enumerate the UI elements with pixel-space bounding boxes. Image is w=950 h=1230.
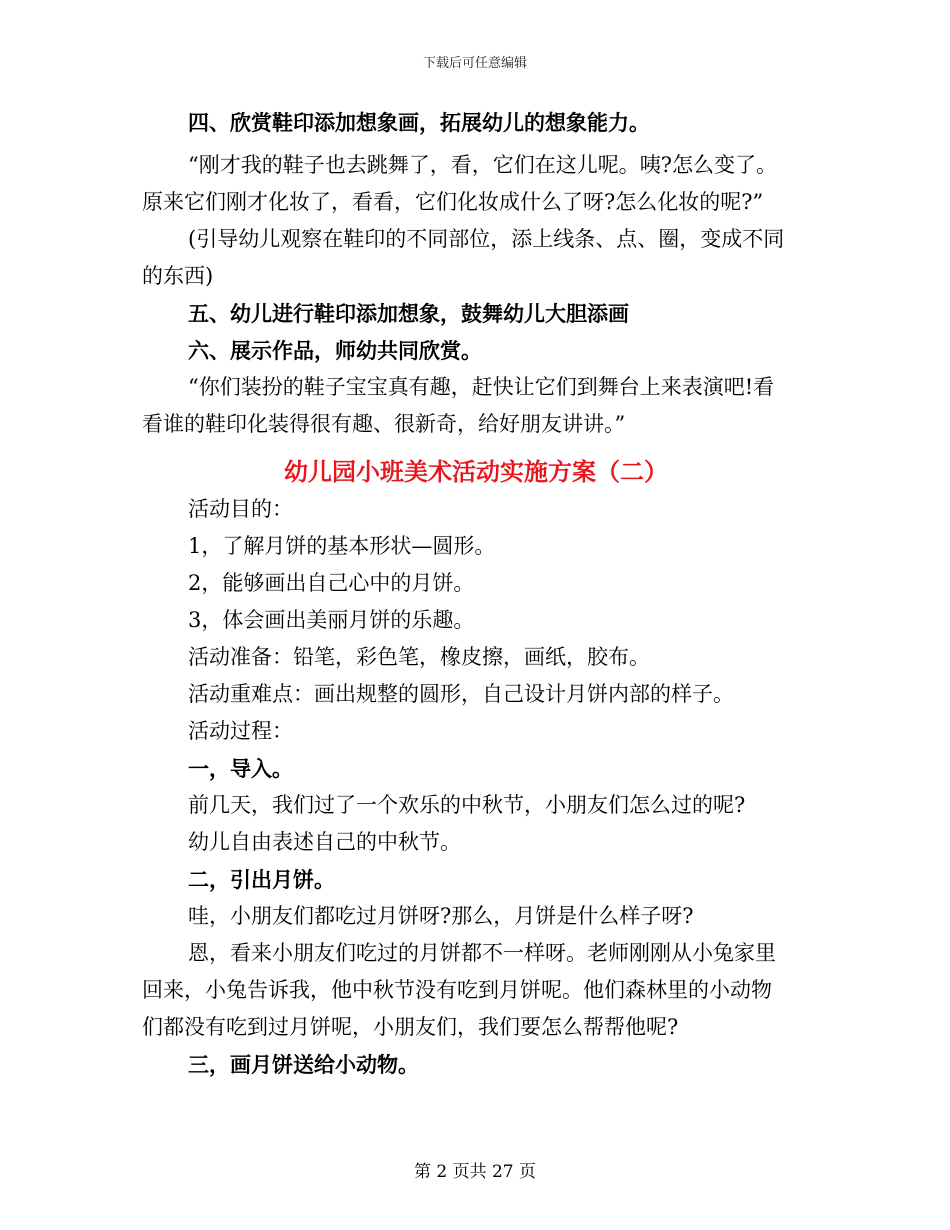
- step-1-heading: 一，导入。: [188, 756, 293, 781]
- step-1-paragraph-2: 幼儿自由表述自己的中秋节。: [188, 830, 461, 854]
- process-label: 活动过程：: [188, 719, 293, 743]
- page-footer: 第 2 页共 27 页: [413, 1162, 537, 1182]
- key-points: 活动重难点：画出规整的圆形，自己设计月饼内部的样子。: [188, 682, 734, 706]
- goal-item-2: 2，能够画出自己心中的月饼。: [188, 571, 475, 595]
- step-3-heading: 三，画月饼送给小动物。: [188, 1052, 419, 1077]
- goal-label: 活动目的：: [188, 497, 293, 521]
- heading-6: 六、展示作品，师幼共同欣赏。: [188, 338, 482, 363]
- paragraph-2-line-1: (引导幼儿观察在鞋印的不同部位，添上线条、点、圈，变成不同: [188, 227, 785, 251]
- paragraph-3-line-1: “你们装扮的鞋子宝宝真有趣，赶快让它们到舞台上来表演吧!看: [188, 375, 775, 399]
- paragraph-3-line-2: 看谁的鞋印化装得很有趣、很新奇，给好朋友讲讲。”: [142, 412, 626, 436]
- paragraph-1-line-1: “刚才我的鞋子也去跳舞了，看，它们在这儿呢。咦?怎么变了。: [188, 153, 777, 177]
- preparation: 活动准备：铅笔，彩色笔，橡皮擦，画纸，胶布。: [188, 645, 650, 669]
- step-2-paragraph-2-line-3: 们都没有吃到过月饼呢，小朋友们，我们要怎么帮帮他呢?: [142, 1015, 679, 1039]
- step-2-paragraph-2-line-2: 回来，小兔告诉我，他中秋节没有吃到月饼呢。他们森林里的小动物: [142, 978, 772, 1002]
- step-1-paragraph-1: 前几天，我们过了一个欢乐的中秋节，小朋友们怎么过的呢?: [188, 793, 746, 817]
- paragraph-1-line-2: 原来它们刚才化妆了，看看，它们化妆成什么了呀?怎么化妆的呢?”: [142, 190, 764, 214]
- paragraph-2-line-2: 的东西): [142, 264, 214, 288]
- step-2-heading: 二，引出月饼。: [188, 867, 335, 892]
- heading-5: 五、幼儿进行鞋印添加想象，鼓舞幼儿大胆添画: [188, 301, 629, 326]
- page-header: 下载后可任意编辑: [422, 56, 527, 71]
- goal-item-3: 3，体会画出美丽月饼的乐趣。: [188, 608, 475, 632]
- document-body: [142, 104, 810, 1083]
- goal-item-1: 1，了解月饼的基本形状—圆形。: [188, 534, 496, 558]
- section-title: 幼儿园小班美术活动实施方案（二）: [284, 457, 668, 486]
- step-2-paragraph-2-line-1: 恩，看来小朋友们吃过的月饼都不一样呀。老师刚刚从小兔家里: [188, 941, 776, 965]
- step-2-paragraph-1: 哇，小朋友们都吃过月饼呀?那么，月饼是什么样子呀?: [188, 904, 694, 928]
- heading-4: 四、欣赏鞋印添加想象画，拓展幼儿的想象能力。: [188, 110, 650, 135]
